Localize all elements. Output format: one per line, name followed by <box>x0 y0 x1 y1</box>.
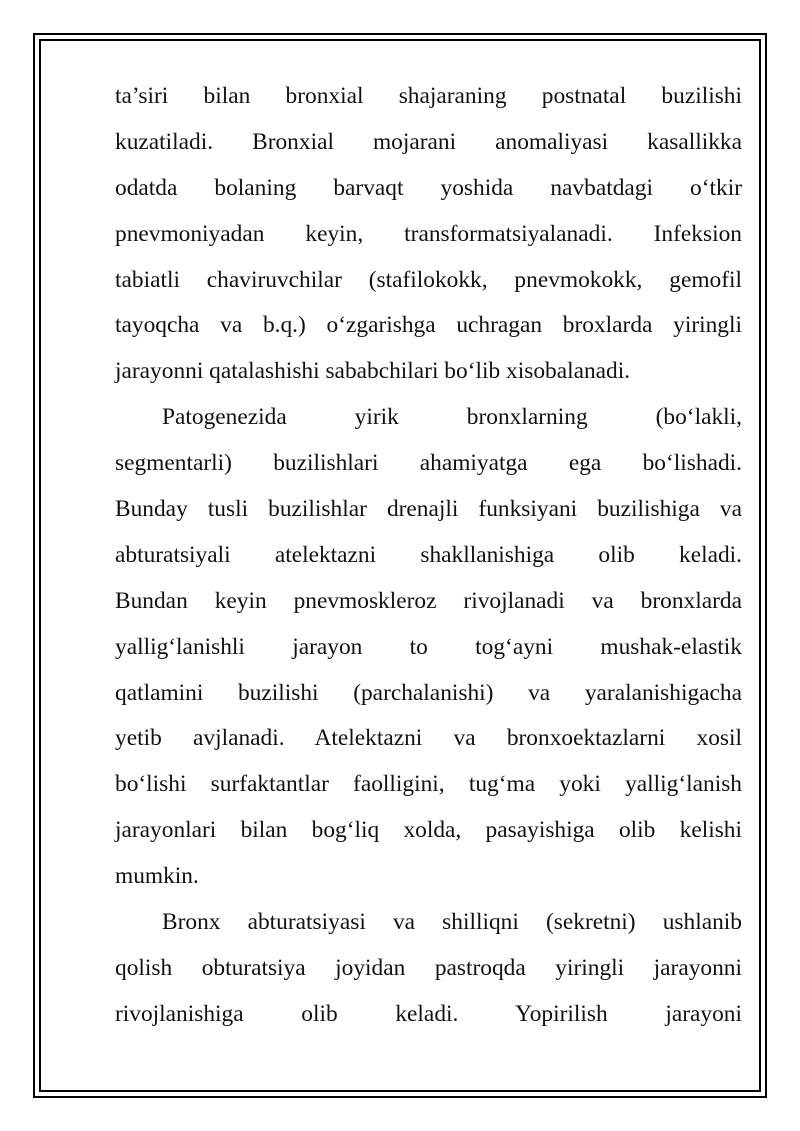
text-line: yetib avjlanadi. Atelektazni va bronxoektazlarni xosil <box>115 725 742 752</box>
text-line: rivojlanishiga olib keladi. Yopirilish jarayoni <box>115 1000 742 1027</box>
text-line: Bronx abturatsiyasi va shilliqni (sekretni) ushlanib <box>162 909 742 936</box>
text-line: tabiatli chaviruvchilar (stafilokokk, pnevmokokk, gemofil <box>115 266 742 293</box>
paragraph-2 <box>115 395 742 900</box>
text-line: jarayonni qatalashishi sababchilari bo‘lib xisobalanadi. <box>115 358 631 385</box>
text-line: mumkin. <box>115 863 199 890</box>
text-line: kuzatiladi. Bronxial mojarani anomaliyasi kasallikka <box>115 128 742 155</box>
paragraph-1 <box>115 74 742 395</box>
text-line: Bunday tusli buzilishlar drenajli funksiyani buzilishiga va <box>115 496 742 523</box>
paragraph-3 <box>115 900 742 1038</box>
text-line: yallig‘lanishli jarayon to tog‘ayni mushak-elastik <box>115 633 742 660</box>
text-line: abturatsiyali atelektazni shakllanishiga olib keladi. <box>115 541 742 568</box>
text-line: odatda bolaning barvaqt yoshida navbatdagi o‘tkir <box>115 174 742 201</box>
text-line: pnevmoniyadan keyin, transformatsiyalanadi. Infeksion <box>115 220 742 247</box>
text-line: Bundan keyin pnevmoskleroz rivojlanadi va bronxlarda <box>115 587 742 614</box>
text-line: tayoqcha va b.q.) o‘zgarishga uchragan broxlarda yiringli <box>115 312 742 339</box>
text-line: jarayonlari bilan bog‘liq xolda, pasayishiga olib kelishi <box>115 817 742 844</box>
text-line: Patogenezida yirik bronxlarning (bo‘lakli, <box>162 404 742 431</box>
document-body <box>115 74 742 1038</box>
text-line: ta’siri bilan bronxial shajaraning postnatal buzilishi <box>115 83 742 109</box>
text-line: qatlamini buzilishi (parchalanishi) va yaralanishigacha <box>115 679 742 706</box>
text-line: segmentarli) buzilishlari ahamiyatga ega bo‘lishadi. <box>115 450 742 477</box>
text-line: qolish obturatsiya joyidan pastroqda yiringli jarayonni <box>115 954 742 981</box>
text-line: bo‘lishi surfaktantlar faolligini, tug‘ma yoki yallig‘lanish <box>115 771 742 798</box>
